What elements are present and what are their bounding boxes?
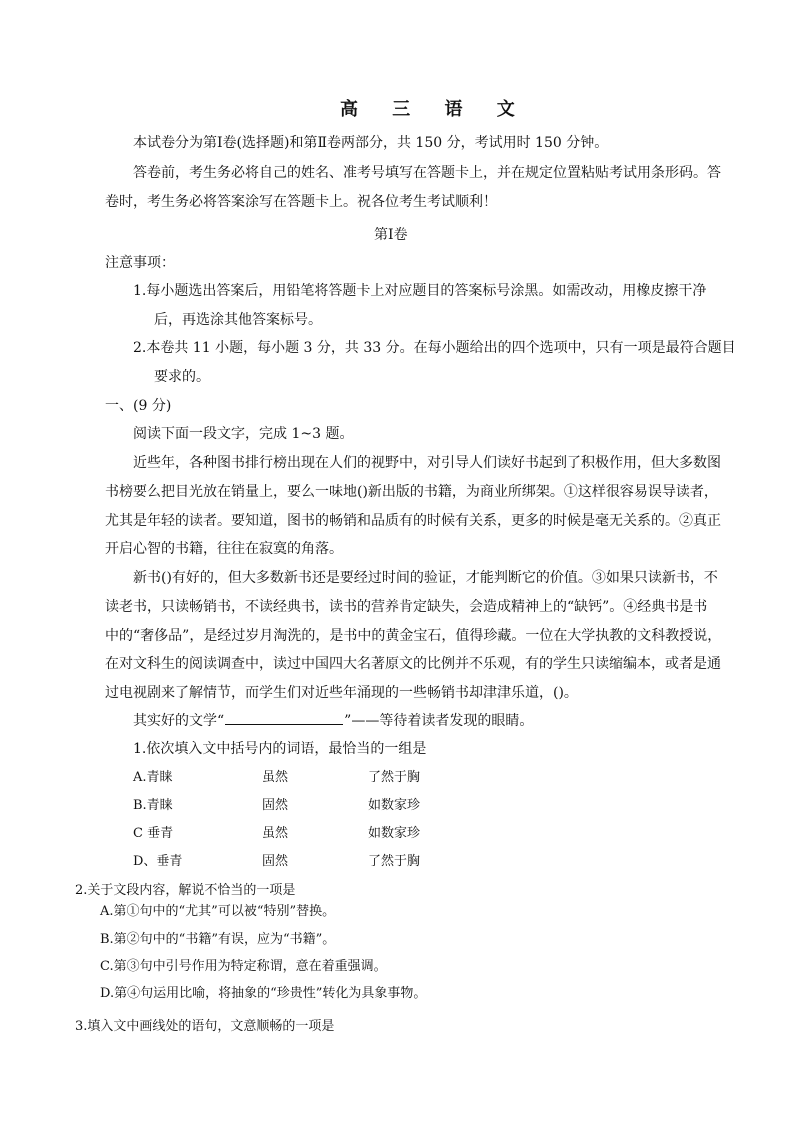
- question-option: D.第④句运用比喻，将抽象的“珍贵性”转化为具象事物。: [100, 986, 427, 1001]
- question-option: B.第②句中的“书籍”有误，应为“书籍”。: [100, 932, 336, 947]
- passage-line: 尤其是年轻的读者。要知道，图书的畅销和品质有的时候有关系，更多的时候是毫无关系的。②真正: [105, 513, 721, 529]
- option-label: C 垂青: [133, 826, 174, 841]
- fill-blank: [225, 712, 343, 725]
- option-word: 虽然: [262, 826, 289, 841]
- option-label: B.青睐: [133, 798, 173, 813]
- question-stem: 3.填入文中画线处的语句，文意顺畅的一项是: [75, 1019, 335, 1034]
- option-word: 固然: [262, 798, 289, 813]
- option-word: 了然于胸: [368, 854, 421, 869]
- question-option: A.第①句中的“尤其”可以被“特别”替换。: [100, 904, 336, 919]
- part-heading: 一、(9 分): [105, 398, 172, 414]
- option-word: 如数家珍: [368, 798, 421, 813]
- option-label: D、垂青: [133, 854, 183, 869]
- intro-line: 答卷前，考生务必将自己的姓名、准考号填写在答题卡上，并在规定位置粘贴考试用条形码。答: [133, 165, 721, 181]
- note-item: 2.本卷共 11 小题，每小题 3 分，共 33 分。在每小题给出的四个选项中，只有一项是最符合题目: [133, 340, 736, 356]
- passage-line: 开启心智的书籍，往往在寂寞的角落。: [105, 541, 343, 557]
- passage-blank-line: [133, 712, 533, 730]
- option-label: A.青睐: [133, 770, 173, 785]
- section-title: 第Ⅰ卷: [374, 227, 408, 243]
- passage-line: 过电视剧来了解情节，而学生们对近些年涌现的一些畅销书却津津乐道，()。: [105, 685, 578, 701]
- question-stem: 1.依次填入文中括号内的词语，最恰当的一组是: [133, 741, 427, 757]
- note-item: 1.每小题选出答案后，用铅笔将答题卡上对应题目的答案标号涂黑。如需改动，用橡皮擦干净: [133, 283, 707, 299]
- intro-line: 卷时，考生务必将答案涂写在答题卡上。祝各位考生考试顺利！: [105, 194, 497, 210]
- option-word: 如数家珍: [368, 826, 421, 841]
- notes-heading: 注意事项：: [105, 255, 175, 271]
- option-word: 了然于胸: [368, 770, 421, 785]
- passage-line: 中的“奢侈品”，是经过岁月淘洗的，是书中的黄金宝石，值得珍藏。一位在大学执教的文科教授说，: [105, 628, 722, 644]
- question-option: C.第③句中引号作用为特定称谓，意在着重强调。: [100, 959, 387, 974]
- option-word: 虽然: [262, 770, 289, 785]
- question-stem: 2.关于文段内容，解说不恰当的一项是: [75, 883, 296, 898]
- passage-line: 读老书，只读畅销书，不读经典书，读书的营养肯定缺失，会造成精神上的“缺钙”。④经典书是书: [105, 599, 708, 615]
- intro-line: 本试卷分为第Ⅰ卷(选择题)和第Ⅱ卷两部分，共 150 分，考试用时 150 分钟。: [133, 135, 609, 151]
- passage-line: 在对文科生的阅读调查中，读过中国四大名著原文的比例并不乐观，有的学生只读缩编本，或者是通: [105, 656, 721, 672]
- note-item: 要求的。: [154, 369, 210, 385]
- passage-line: 新书()有好的，但大多数新书还是要经过时间的验证，才能判断它的价值。③如果只读新书，不: [133, 570, 718, 586]
- option-word: 固然: [262, 854, 289, 869]
- note-item: 后，再选涂其他答案标号。: [154, 312, 322, 328]
- passage-text: ”——等待着读者发现的眼睛。: [344, 713, 534, 729]
- passage-text: 其实好的文学“: [133, 713, 225, 729]
- passage-line: 书榜要么把目光放在销量上，要么一味地()新出版的书籍，为商业所绑架。①这样很容易误导读者，: [105, 484, 718, 500]
- passage-line: 近些年，各种图书排行榜出现在人们的视野中，对引导人们读好书起到了积极作用，但大多数图: [133, 455, 721, 471]
- reading-instruction: 阅读下面一段文字，完成 1~3 题。: [133, 426, 354, 442]
- page-title: 高 三 语 文: [340, 99, 529, 120]
